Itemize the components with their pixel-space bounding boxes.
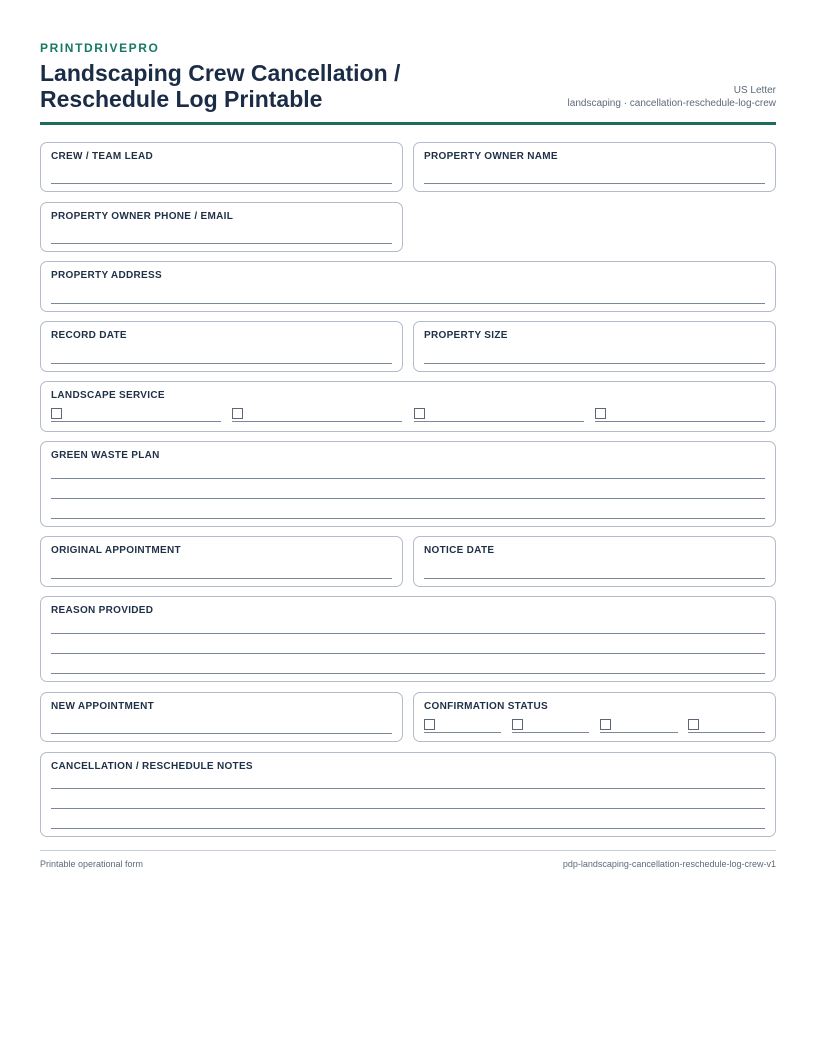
field-label: CREW / TEAM LEAD <box>51 151 154 162</box>
reason-input-line-1[interactable] <box>51 633 765 634</box>
owner-contact-input[interactable] <box>51 243 392 244</box>
field-label: PROPERTY OWNER PHONE / EMAIL <box>51 211 234 222</box>
notes-input-line-1[interactable] <box>51 788 765 789</box>
field-label: PROPERTY OWNER NAME <box>424 151 558 162</box>
owner-contact-field <box>40 202 403 252</box>
green-waste-input-line-3[interactable] <box>51 518 765 519</box>
notes-input-line-2[interactable] <box>51 808 765 809</box>
field-label: CANCELLATION / RESCHEDULE NOTES <box>51 761 253 772</box>
green-waste-field <box>40 441 776 527</box>
field-label: LANDSCAPE SERVICE <box>51 390 165 401</box>
checkbox[interactable] <box>512 719 523 730</box>
service-option-1[interactable] <box>51 408 221 422</box>
field-label: RECORD DATE <box>51 330 127 341</box>
service-option-3[interactable] <box>414 408 584 422</box>
notes-input-line-3[interactable] <box>51 828 765 829</box>
original-appointment-input[interactable] <box>51 578 392 579</box>
checkbox[interactable] <box>51 408 62 419</box>
notes-field <box>40 752 776 837</box>
checkbox[interactable] <box>688 719 699 730</box>
field-label: ORIGINAL APPOINTMENT <box>51 545 181 556</box>
field-label: NOTICE DATE <box>424 545 495 556</box>
checkbox[interactable] <box>424 719 435 730</box>
record-date-field <box>40 321 403 372</box>
reason-input-line-3[interactable] <box>51 673 765 674</box>
field-label: NEW APPOINTMENT <box>51 701 155 712</box>
confirmation-option-4[interactable] <box>688 719 765 733</box>
service-option-2[interactable] <box>232 408 402 422</box>
field-label: PROPERTY SIZE <box>424 330 508 341</box>
crew-lead-input[interactable] <box>51 183 392 184</box>
new-appointment-input[interactable] <box>51 733 392 734</box>
confirmation-option-1[interactable] <box>424 719 501 733</box>
form-id: pdp-landscaping-cancellation-reschedule-log-crew-v1 <box>562 859 776 869</box>
page-title: Landscaping Crew Cancellation / Reschedule Log Printable <box>40 60 401 112</box>
owner-name-input[interactable] <box>424 183 765 184</box>
confirmation-status-field <box>413 692 776 742</box>
field-label: PROPERTY ADDRESS <box>51 270 162 281</box>
green-waste-input-line-2[interactable] <box>51 498 765 499</box>
footer-note: Printable operational form <box>40 859 144 869</box>
address-field <box>40 261 776 312</box>
reason-field <box>40 596 776 682</box>
owner-name-field <box>413 142 776 192</box>
address-input[interactable] <box>51 303 765 304</box>
document-meta <box>568 84 776 110</box>
document-slug: landscaping · cancellation-reschedule-log-crew <box>567 98 776 109</box>
checkbox[interactable] <box>414 408 425 419</box>
header-divider <box>40 122 776 125</box>
service-option-4[interactable] <box>595 408 765 422</box>
footer-divider <box>40 850 776 851</box>
property-size-input[interactable] <box>424 363 765 364</box>
original-appointment-field <box>40 536 403 587</box>
field-label: CONFIRMATION STATUS <box>424 701 549 712</box>
field-label: REASON PROVIDED <box>51 605 154 616</box>
crew-lead-field <box>40 142 403 192</box>
landscape-service-field <box>40 381 776 432</box>
checkbox[interactable] <box>232 408 243 419</box>
checkbox[interactable] <box>595 408 606 419</box>
field-label: GREEN WASTE PLAN <box>51 450 160 461</box>
notice-date-input[interactable] <box>424 578 765 579</box>
green-waste-input-line-1[interactable] <box>51 478 765 479</box>
property-size-field <box>413 321 776 372</box>
confirmation-option-3[interactable] <box>600 719 678 733</box>
brand-name: PRINTDRIVEPRO <box>40 41 160 55</box>
reason-input-line-2[interactable] <box>51 653 765 654</box>
confirmation-option-2[interactable] <box>512 719 589 733</box>
checkbox[interactable] <box>600 719 611 730</box>
new-appointment-field <box>40 692 403 742</box>
paper-size: US Letter <box>733 85 776 96</box>
notice-date-field <box>413 536 776 587</box>
record-date-input[interactable] <box>51 363 392 364</box>
